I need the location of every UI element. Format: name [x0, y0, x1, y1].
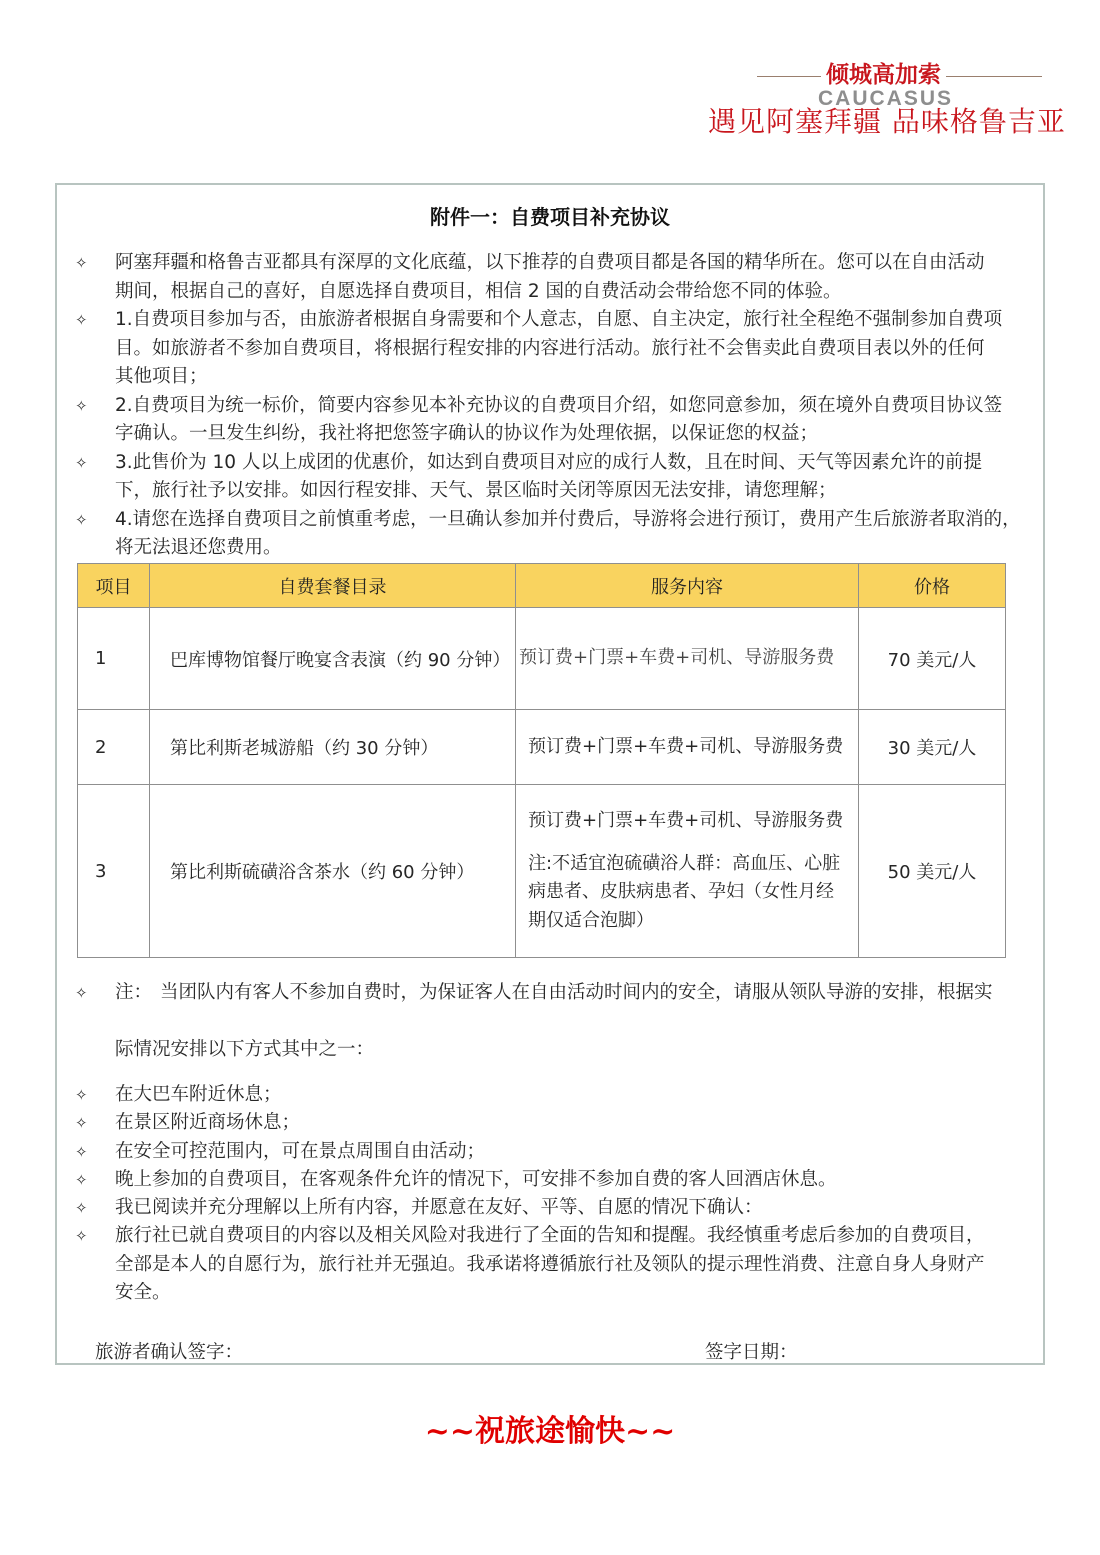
note-text-line: 当团队内有客人不参加自费时，为保证客人在自由活动时间内的安全，请服从领队导游的安排，根据实 — [160, 982, 993, 1003]
agreement-frame — [55, 183, 1045, 1365]
sparkle-bullet-icon: ✧ — [75, 311, 88, 329]
text-line: 将无法退还您费用。 — [115, 537, 282, 558]
service-note-line: 病患者、皮肤病患者、孕妇（女性月经 — [528, 881, 834, 902]
brand-slogan: 遇见阿塞拜疆 品味格鲁吉亚 — [708, 105, 1066, 138]
note-text-line: 际情况安排以下方式其中之一： — [115, 1039, 375, 1060]
sparkle-bullet-icon: ✧ — [75, 984, 88, 1002]
text-line: 晚上参加的自费项目，在客观条件允许的情况下，可安排不参加自费的客人回酒店休息。 — [115, 1168, 837, 1190]
sparkle-bullet-icon: ✧ — [75, 1086, 88, 1104]
text-line: 目。如旅游者不参加自费项目，将根据行程安排的内容进行活动。旅行社不会售卖此自费项目表以外的任何 — [115, 337, 985, 359]
package-name: 巴库博物馆餐厅晚宴含表演（约 90 分钟） — [150, 608, 516, 710]
closing-greeting: ~~祝旅途愉快~~ — [424, 1414, 676, 1449]
logo-divider-left — [757, 76, 821, 77]
intro-list — [57, 249, 1043, 563]
list-item — [57, 449, 1043, 506]
text-line: 在大巴车附近休息； — [115, 1084, 282, 1105]
column-header-price: 价格 — [859, 564, 1006, 608]
note-block — [57, 979, 1043, 1060]
text-line: 4.请您在选择自费项目之前慎重考虑，一旦确认参加并付费后，导游将会进行预订，费用产生后旅游者取消的， — [115, 508, 1021, 530]
table-row — [78, 710, 1006, 785]
text-line: 阿塞拜疆和格鲁吉亚都具有深厚的文化底蕴，以下推荐的自费项目都是各国的精华所在。您可以在自由活动 — [115, 252, 985, 273]
signature-date-label: 签字日期： — [705, 1342, 798, 1363]
column-header-service: 服务内容 — [516, 564, 859, 608]
arrangement-list — [57, 1081, 1043, 1307]
package-name: 第比利斯老城游船（约 30 分钟） — [150, 710, 516, 785]
row-number: 3 — [78, 785, 150, 958]
service-content-cell — [516, 785, 859, 958]
list-item — [57, 1166, 1043, 1194]
text-line: 期间，根据自己的喜好，自愿选择自费项目，相信 2 国的自费活动会带给您不同的体验。 — [115, 280, 842, 302]
sparkle-bullet-icon: ✧ — [75, 1114, 88, 1133]
row-number: 2 — [78, 710, 150, 785]
list-item — [57, 506, 1043, 563]
column-header-item: 项目 — [78, 564, 150, 608]
sparkle-bullet-icon: ✧ — [75, 453, 88, 472]
text-line: 下，旅行社予以安排。如因行程安排、天气、景区临时关闭等原因无法安排，请您理解； — [115, 480, 837, 501]
sparkle-bullet-icon: ✧ — [75, 510, 88, 529]
text-line: 安全。 — [115, 1282, 171, 1304]
service-content: 预订费+门票+车费+司机、导游服务费 — [516, 710, 859, 785]
text-line: 2.自费项目为统一标价，简要内容参见本补充协议的自费项目介绍，如您同意参加，须在境外自费项目协议签 — [115, 394, 1003, 416]
sparkle-bullet-icon: ✧ — [75, 1142, 88, 1161]
price: 30 美元/人 — [859, 710, 1006, 785]
text-line: 1.自费项目参加与否，由旅游者根据自身需要和个人意志，自愿、自主决定，旅行社全程绝不强制参加自费项 — [115, 309, 1003, 330]
price: 70 美元/人 — [859, 608, 1006, 710]
list-item — [57, 392, 1043, 449]
list-item — [57, 306, 1043, 392]
service-note-line: 期仅适合泡脚） — [528, 909, 654, 931]
list-item — [57, 1222, 1043, 1307]
text-line: 在景区附近商场休息； — [115, 1112, 301, 1134]
text-line: 其他项目； — [115, 366, 208, 387]
text-line: 字确认。一旦发生纠纷，我社将把您签字确认的协议作为处理依据，以保证您的权益； — [115, 423, 819, 444]
list-item — [57, 1138, 1043, 1166]
row-number: 1 — [78, 608, 150, 710]
text-line: 旅行社已就自费项目的内容以及相关风险对我进行了全面的告知和提醒。我经慎重考虑后参加的自费项目， — [115, 1225, 985, 1247]
logo-divider-right — [946, 76, 1042, 77]
list-item — [57, 1194, 1043, 1222]
sparkle-bullet-icon: ✧ — [75, 1170, 88, 1189]
note-label: 注： — [115, 982, 153, 1003]
traveler-signature-label: 旅游者确认签字： — [95, 1342, 244, 1363]
sparkle-bullet-icon: ✧ — [75, 396, 88, 415]
list-item — [57, 1109, 1043, 1137]
sparkle-bullet-icon: ✧ — [75, 1199, 88, 1218]
table-row — [78, 785, 1006, 958]
brand-name: 倾城高加索 — [826, 62, 941, 88]
optional-tours-table — [77, 563, 1006, 958]
service-note — [528, 850, 858, 936]
table-header-row — [78, 564, 1006, 608]
service-note-line: 注:不适宜泡硫磺浴人群：高血压、心脏 — [528, 852, 841, 874]
list-item — [57, 249, 1043, 306]
page-title: 附件一：自费项目补充协议 — [430, 205, 670, 229]
table-row — [78, 608, 1006, 710]
text-line: 全部是本人的自愿行为，旅行社并无强迫。我承诺将遵循旅行社及领队的提示理性消费、注意自身人身财产 — [115, 1253, 985, 1275]
text-line: 3.此售价为 10 人以上成团的优惠价，如达到自费项目对应的成行人数，且在时间、天气等因素允许的前提 — [115, 451, 982, 473]
text-line: 在安全可控范围内，可在景点周围自由活动； — [115, 1140, 486, 1162]
brand-name-english: CAUCASUS — [818, 87, 954, 110]
column-header-package: 自费套餐目录 — [150, 564, 516, 608]
package-name: 第比利斯硫磺浴含茶水（约 60 分钟） — [150, 785, 516, 958]
sparkle-bullet-icon: ✧ — [75, 254, 88, 272]
service-content: 预订费+门票+车费+司机、导游服务费 — [516, 608, 859, 710]
list-item — [57, 1081, 1043, 1109]
price: 50 美元/人 — [859, 785, 1006, 958]
sparkle-bullet-icon: ✧ — [75, 1227, 88, 1246]
text-line: 我已阅读并充分理解以上所有内容，并愿意在友好、平等、自愿的情况下确认： — [115, 1197, 763, 1219]
service-content: 预订费+门票+车费+司机、导游服务费 — [528, 810, 844, 831]
